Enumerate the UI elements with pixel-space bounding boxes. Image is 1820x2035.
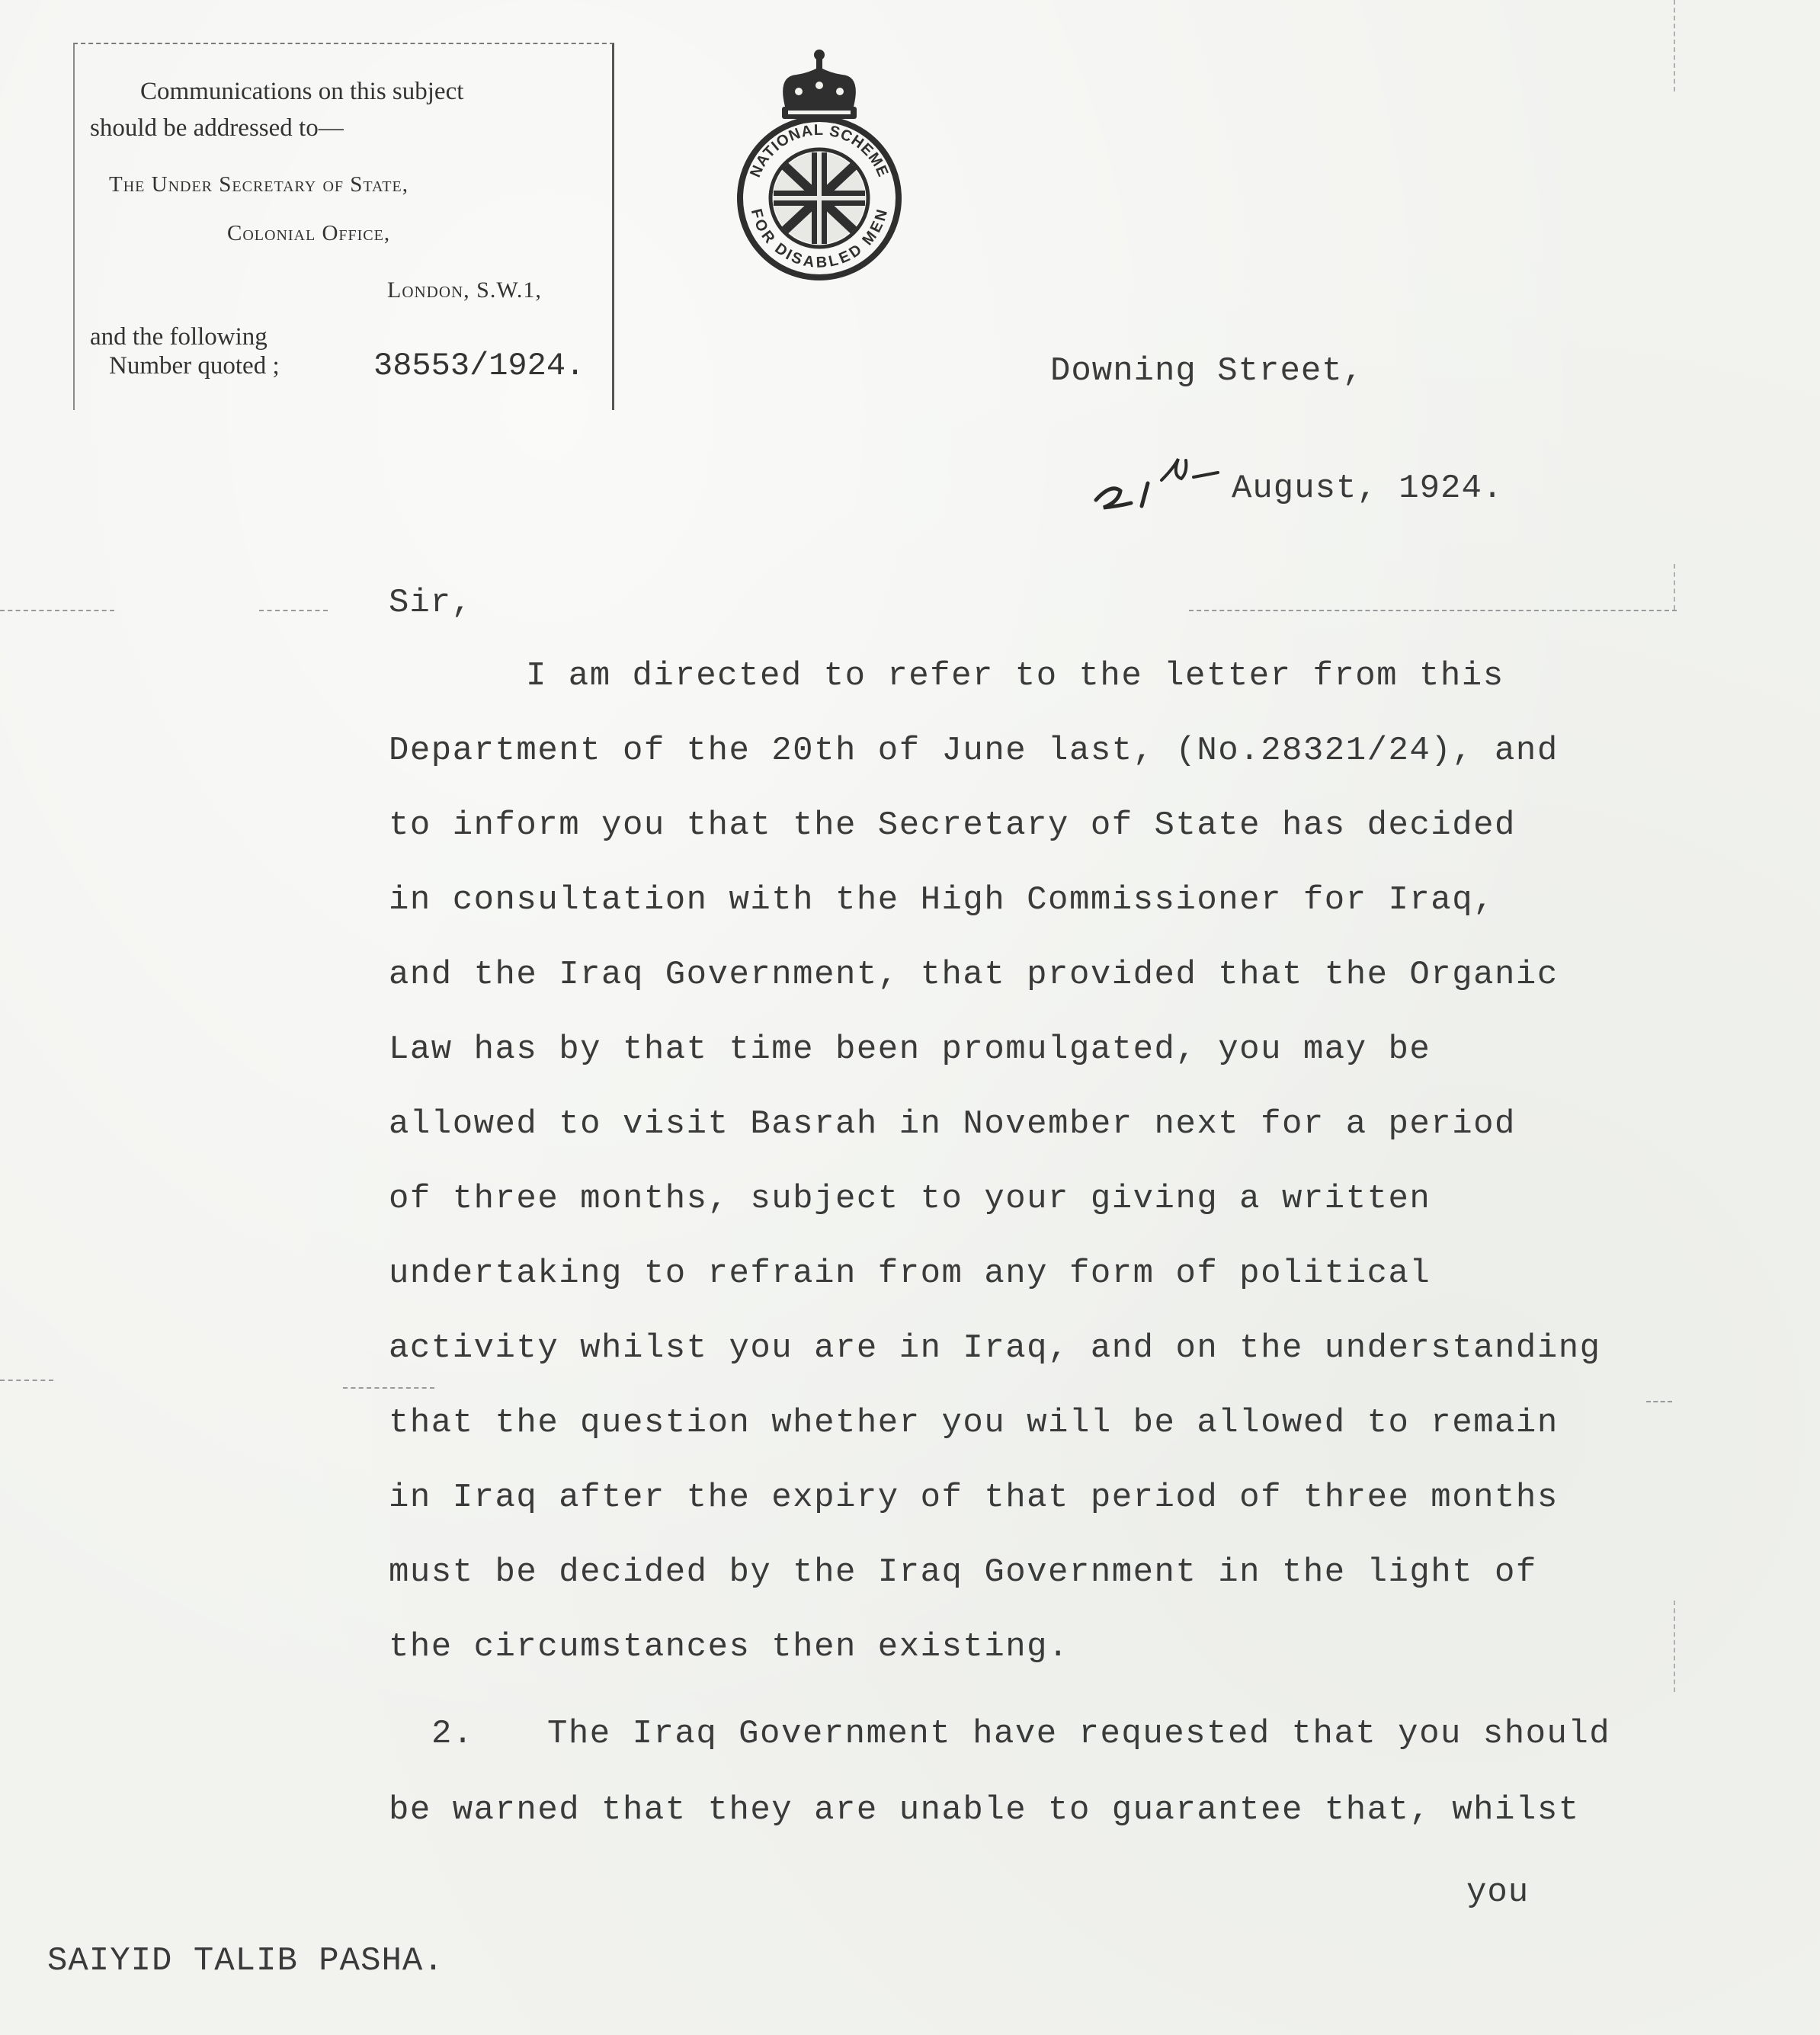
- body-line: I am directed to refer to the letter from this: [526, 657, 1504, 695]
- body-line: in consultation with the High Commissioner for Iraq,: [389, 881, 1495, 919]
- body-line: and the Iraq Government, that provided that the Organic: [389, 956, 1559, 994]
- body-line: be warned that they are unable to guarantee that, whilst: [389, 1791, 1580, 1829]
- header-line-7: Number quoted ;: [109, 352, 280, 380]
- body-line: undertaking to refrain from any form of political: [389, 1255, 1431, 1293]
- body-line: The Iraq Government have requested that you should: [547, 1715, 1611, 1753]
- edge-mark: [1674, 1601, 1675, 1692]
- salutation: Sir,: [389, 584, 473, 622]
- body-line: Department of the 20th of June last, (No.28321/24), and: [389, 732, 1559, 770]
- handwritten-date-day: [1088, 445, 1233, 521]
- recipient-name: SAIYID TALIB PASHA.: [47, 1942, 444, 1980]
- body-line: activity whilst you are in Iraq, and on the understanding: [389, 1329, 1601, 1367]
- date-typed: August, 1924.: [1232, 469, 1504, 508]
- body-line: allowed to visit Basrah in November next for a period: [389, 1105, 1516, 1143]
- edge-mark: [1674, 564, 1675, 610]
- address-line: Downing Street,: [1050, 352, 1364, 390]
- body-line: to inform you that the Secretary of State has decided: [389, 806, 1516, 844]
- header-line-2: should be addressed to—: [90, 114, 344, 142]
- fold-rule: [1646, 1401, 1672, 1402]
- address-box: [73, 43, 614, 410]
- svg-text:NATIONAL SCHEME: NATIONAL SCHEME: [747, 121, 892, 180]
- fold-rule: [343, 1387, 434, 1389]
- header-line-5: London, S.W.1,: [387, 277, 542, 303]
- body-line: must be decided by the Iraq Government in the light of: [389, 1553, 1537, 1591]
- body-line: the circumstances then existing.: [389, 1628, 1069, 1666]
- fold-rule: [1189, 610, 1677, 611]
- paragraph-number: 2.: [431, 1715, 474, 1753]
- body-line: Law has by that time been promulgated, you may be: [389, 1030, 1431, 1069]
- header-line-1: Communications on this subject: [140, 78, 464, 105]
- catchword: you: [1466, 1873, 1530, 1912]
- header-line-3: The Under Secretary of State,: [109, 172, 409, 197]
- reference-number: 38553/1924.: [373, 348, 585, 384]
- crown-emblem-icon: [732, 46, 907, 282]
- fold-rule: [0, 1380, 53, 1381]
- header-line-6: and the following: [90, 323, 268, 351]
- edge-mark: [1674, 0, 1675, 91]
- body-line: of three months, subject to your giving a written: [389, 1180, 1431, 1218]
- svg-text:FOR DISABLED MEN: FOR DISABLED MEN: [747, 207, 892, 271]
- body-line: that the question whether you will be allowed to remain: [389, 1404, 1559, 1442]
- body-line: in Iraq after the expiry of that period of three months: [389, 1479, 1559, 1517]
- fold-rule: [259, 610, 328, 611]
- fold-rule: [0, 610, 114, 611]
- header-line-4: Colonial Office,: [227, 221, 391, 245]
